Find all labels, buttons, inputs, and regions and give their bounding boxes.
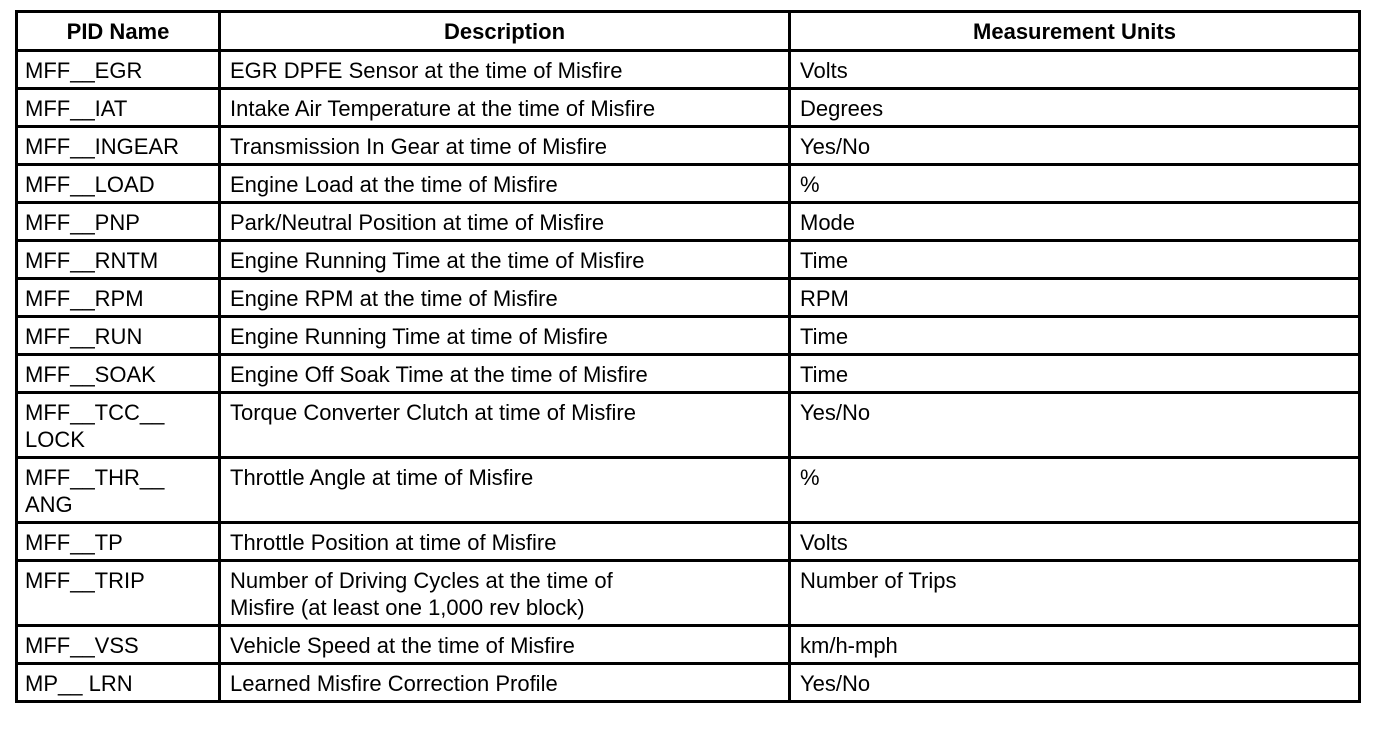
pid-name-cell: MFF__RNTM [17,241,220,279]
table-row [17,523,1360,561]
pid-name-cell: MFF__INGEAR [17,127,220,165]
description-cell: EGR DPFE Sensor at the time of Misfire [220,51,790,89]
pid-name-cell: MFF__THR__ ANG [17,458,220,523]
description-cell: Throttle Angle at time of Misfire [220,458,790,523]
header-measurement-units: Measurement Units [790,12,1360,51]
measurement-units-cell: km/h-mph [790,626,1360,664]
pid-name-cell: MFF__TP [17,523,220,561]
description-cell: Vehicle Speed at the time of Misfire [220,626,790,664]
measurement-units-cell: Yes/No [790,393,1360,458]
table-row [17,664,1360,702]
measurement-units-cell: Number of Trips [790,561,1360,626]
measurement-units-cell: RPM [790,279,1360,317]
description-cell: Throttle Position at time of Misfire [220,523,790,561]
description-cell: Park/Neutral Position at time of Misfire [220,203,790,241]
description-cell: Engine Load at the time of Misfire [220,165,790,203]
description-cell: Number of Driving Cycles at the time of Misfire (at least one 1,000 rev block) [220,561,790,626]
header-row [17,12,1360,51]
header-description: Description [220,12,790,51]
measurement-units-cell: Degrees [790,89,1360,127]
table-row [17,89,1360,127]
table-row [17,279,1360,317]
measurement-units-cell: Yes/No [790,127,1360,165]
pid-name-cell: MFF__RPM [17,279,220,317]
pid-name-cell: MFF__LOAD [17,165,220,203]
description-cell: Engine Running Time at the time of Misfire [220,241,790,279]
pid-table [15,10,1361,703]
header-pid-name: PID Name [17,12,220,51]
table-row [17,355,1360,393]
table-row [17,51,1360,89]
pid-name-cell: MFF__IAT [17,89,220,127]
description-cell: Engine RPM at the time of Misfire [220,279,790,317]
table-body [17,51,1360,702]
measurement-units-cell: Yes/No [790,664,1360,702]
table-row [17,241,1360,279]
table-row [17,127,1360,165]
pid-name-cell: MFF__PNP [17,203,220,241]
table-row [17,203,1360,241]
measurement-units-cell: Time [790,241,1360,279]
pid-name-cell: MFF__SOAK [17,355,220,393]
description-cell: Engine Off Soak Time at the time of Misfire [220,355,790,393]
table-header [17,12,1360,51]
pid-name-cell: MP__ LRN [17,664,220,702]
description-cell: Torque Converter Clutch at time of Misfire [220,393,790,458]
table-row [17,458,1360,523]
description-cell: Transmission In Gear at time of Misfire [220,127,790,165]
table-row [17,317,1360,355]
pid-name-cell: MFF__VSS [17,626,220,664]
description-cell: Learned Misfire Correction Profile [220,664,790,702]
description-cell: Engine Running Time at time of Misfire [220,317,790,355]
pid-name-cell: MFF__RUN [17,317,220,355]
measurement-units-cell: % [790,458,1360,523]
description-cell: Intake Air Temperature at the time of Misfire [220,89,790,127]
pid-name-cell: MFF__EGR [17,51,220,89]
measurement-units-cell: Volts [790,523,1360,561]
pid-name-cell: MFF__TRIP [17,561,220,626]
measurement-units-cell: Volts [790,51,1360,89]
measurement-units-cell: % [790,165,1360,203]
table-row [17,561,1360,626]
measurement-units-cell: Mode [790,203,1360,241]
pid-name-cell: MFF__TCC__ LOCK [17,393,220,458]
table-row [17,393,1360,458]
measurement-units-cell: Time [790,317,1360,355]
table-row [17,626,1360,664]
measurement-units-cell: Time [790,355,1360,393]
table-row [17,165,1360,203]
